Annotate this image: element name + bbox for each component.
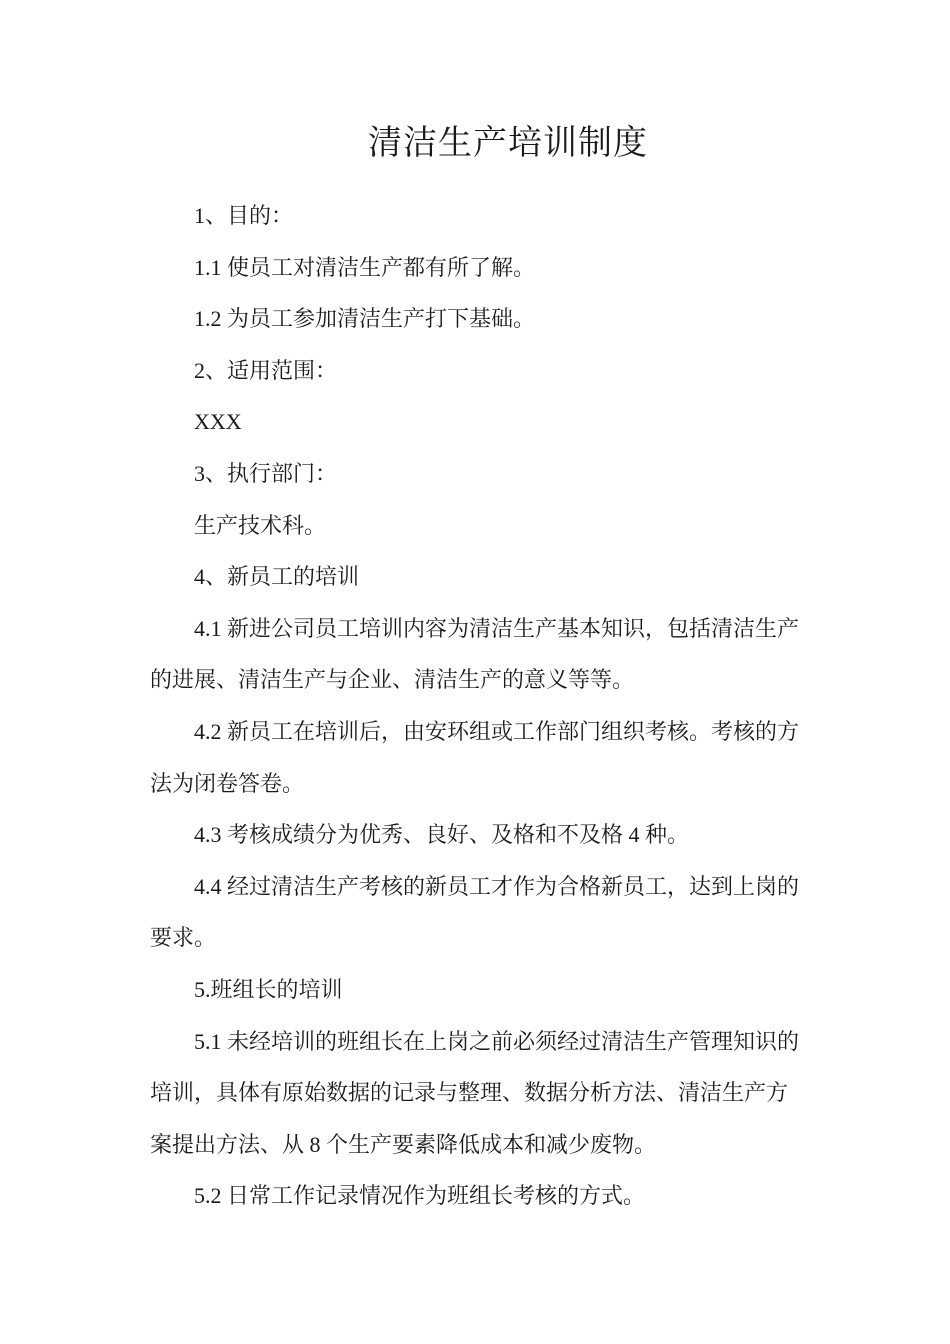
paragraph-department-value: 生产技术科。 bbox=[194, 512, 327, 538]
paragraph-4-3: 4.3 考核成绩分为优秀、良好、及格和不及格 4 种。 bbox=[194, 822, 690, 848]
paragraph-4-2: 4.2 新员工在培训后，由安环组或工作部门组织考核。考核的方法为闭卷答卷。 bbox=[150, 718, 800, 796]
document-body bbox=[150, 190, 800, 1222]
paragraph-5-1: 5.1 未经培训的班组长在上岗之前必须经过清洁生产管理知识的培训，具体有原始数据的记录与整理、数据分析方法、清洁生产方案提出方法、从 8 个生产要素降低成本和减少废物。 bbox=[150, 1028, 800, 1157]
paragraph-scope-value: XXX bbox=[194, 409, 242, 435]
paragraph-4-1: 4.1 新进公司员工培训内容为清洁生产基本知识，包括清洁生产的进展、清洁生产与企业、清洁生产的意义等等。 bbox=[150, 615, 800, 693]
paragraph-1-1: 1.1 使员工对清洁生产都有所了解。 bbox=[194, 254, 536, 280]
paragraph-department-heading: 3、执行部门： bbox=[194, 460, 338, 486]
paragraph-team-leader-heading: 5.班组长的培训 bbox=[194, 976, 343, 1002]
paragraph-4-4: 4.4 经过清洁生产考核的新员工才作为合格新员工，达到上岗的要求。 bbox=[150, 873, 800, 951]
paragraph-5-2: 5.2 日常工作记录情况作为班组长考核的方式。 bbox=[194, 1183, 646, 1209]
paragraph-purpose-heading: 1、目的： bbox=[194, 203, 294, 228]
paragraph-1-2: 1.2 为员工参加清洁生产打下基础。 bbox=[194, 306, 536, 332]
paragraph-new-staff-heading: 4、新员工的培训 bbox=[194, 564, 360, 590]
paragraph-scope-heading: 2、适用范围： bbox=[194, 357, 338, 383]
document-title: 清洁生产培训制度 bbox=[368, 125, 648, 162]
